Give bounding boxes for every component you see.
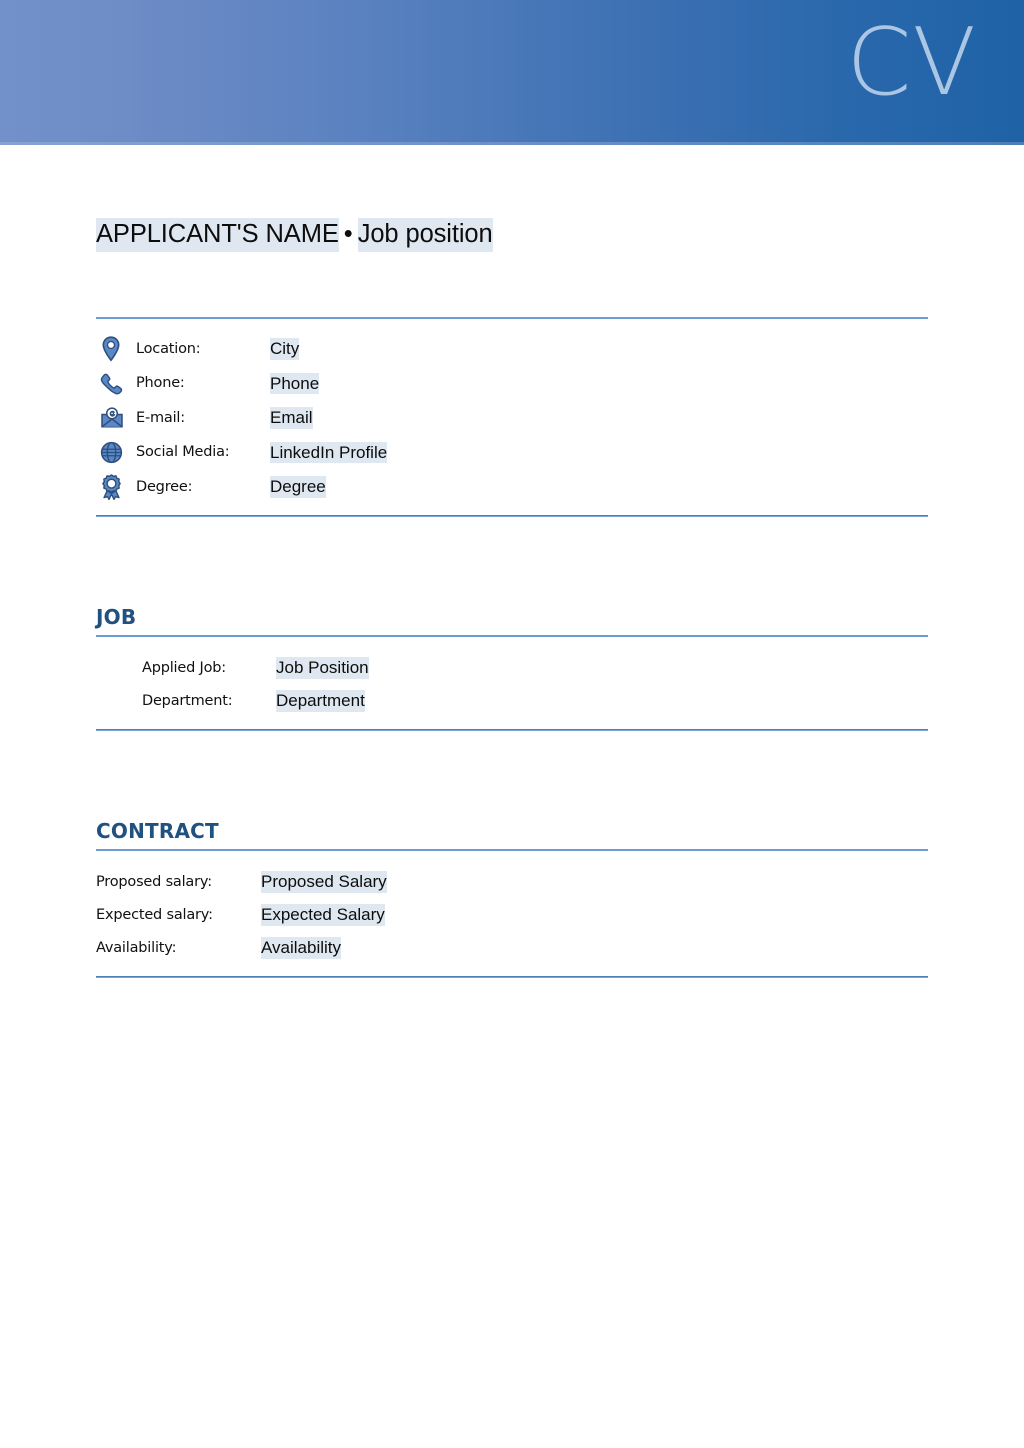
email-field[interactable]: Email (270, 408, 313, 428)
job-section-heading: JOB (96, 605, 137, 630)
contract-row-proposed (96, 865, 928, 898)
contact-row-degree (96, 470, 928, 505)
header-banner (0, 0, 1024, 145)
contact-label-location: Location: (136, 340, 201, 357)
contract-row-expected (96, 898, 928, 931)
proposed-salary-field[interactable]: Proposed Salary (261, 871, 387, 891)
contact-label-email: E-mail: (136, 409, 185, 426)
department-field[interactable]: Department (276, 690, 365, 710)
contact-rows (96, 319, 928, 516)
location-pin-icon (96, 336, 136, 362)
contact-row-location (96, 332, 928, 367)
email-icon (96, 407, 136, 429)
job-label-applied: Applied Job: (142, 659, 226, 676)
expected-salary-field[interactable]: Expected Salary (261, 904, 385, 924)
page-body (0, 145, 1024, 978)
award-icon (96, 474, 136, 500)
city-field[interactable]: City (270, 339, 300, 359)
job-bottom-divider (96, 729, 928, 731)
contract-label-proposed: Proposed salary: (96, 873, 212, 890)
contact-row-social (96, 435, 928, 470)
contact-row-phone (96, 366, 928, 401)
phone-field[interactable]: Phone (270, 373, 320, 393)
phone-icon (96, 372, 136, 395)
contract-label-availability: Availability: (96, 939, 177, 956)
job-section (96, 605, 928, 731)
contract-label-expected: Expected salary: (96, 906, 213, 923)
job-label-department: Department: (142, 692, 233, 709)
applicant-name-field[interactable]: APPLICANT'S NAME (96, 218, 339, 252)
contact-row-email (96, 401, 928, 436)
page-title (96, 218, 928, 252)
contact-label-degree: Degree: (136, 478, 193, 495)
cv-logo-text: CV (846, 8, 977, 116)
job-position-field[interactable]: Job position (358, 218, 493, 252)
applied-job-field[interactable]: Job Position (276, 657, 369, 677)
contract-bottom-divider (96, 976, 928, 978)
contract-rows (96, 851, 928, 976)
availability-field[interactable]: Availability (261, 937, 342, 957)
content-column (96, 218, 928, 978)
contract-row-availability (96, 931, 928, 964)
contact-block (96, 317, 928, 518)
contract-section (96, 819, 928, 978)
title-separator: • (343, 220, 353, 248)
degree-field[interactable]: Degree (270, 477, 326, 497)
contact-label-social: Social Media: (136, 444, 230, 461)
globe-icon (96, 441, 136, 464)
job-row-applied (142, 651, 928, 684)
job-rows (96, 637, 928, 729)
job-row-department (142, 684, 928, 717)
contact-label-phone: Phone: (136, 375, 185, 392)
contract-section-heading: CONTRACT (96, 819, 219, 844)
linkedin-profile-field[interactable]: LinkedIn Profile (270, 442, 388, 462)
contact-bottom-divider (96, 515, 928, 517)
